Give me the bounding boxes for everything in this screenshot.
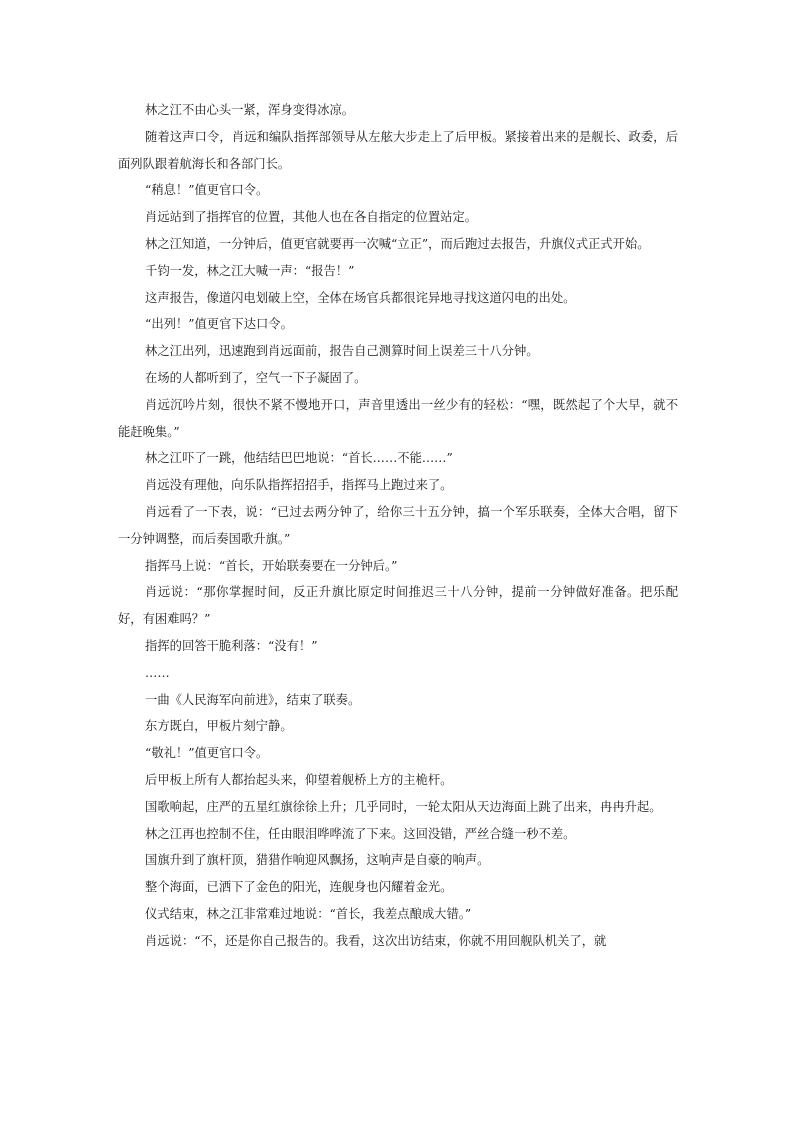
paragraph: 林之江知道，一分钟后，值更官就要再一次喊“立正”，而后跑过去报告，升旗仪式正式开始。 [145, 236, 650, 251]
paragraph: 整个海面，已洒下了金色的阳光，连舰身也闪耀着金光。 [145, 880, 453, 895]
paragraph: 指挥马上说：“首长，开始联奏要在一分钟后。” [145, 558, 398, 573]
paragraph: 东方既白，甲板片刻宁静。 [145, 719, 293, 734]
paragraph: “出列！”值更官下达口令。 [145, 317, 293, 332]
paragraph: 指挥的回答干脆利落：“没有！” [145, 638, 318, 653]
paragraph: …… [145, 665, 170, 680]
paragraph: 肖远说：“不，还是你自己报告的。我看，这次出访结束，你就不用回舰队机关了，就 [145, 933, 607, 948]
paragraph: “稍息！”值更官口令。 [145, 183, 269, 198]
paragraph: 仪式结束，林之江非常难过地说：“首长，我差点酿成大错。” [145, 906, 472, 921]
paragraph: 肖远沉吟片刻，很快不紧不慢地开口，声音里透出一丝少有的轻松：“嘿，既然起了个大早，就不能赶晚集。” [118, 397, 678, 439]
paragraph: 千钧一发，林之江大喊一声：“报告！” [145, 263, 355, 278]
paragraph: 后甲板上所有人都抬起头来，仰望着舰桥上方的主桅杆。 [145, 772, 453, 787]
paragraph: 国旗升到了旗杆顶，猎猎作响迎风飘扬，这响声是自豪的响声。 [145, 853, 490, 868]
paragraph: 肖远看了一下表，说：“已过去两分钟了，给你三十五分钟，搞一个军乐联奏，全体大合唱，留下一分钟调整，而后奏国歌升旗。” [118, 504, 678, 546]
paragraph: 林之江不由心头一紧，浑身变得冰凉。 [145, 103, 355, 117]
paragraph: 肖远说：“那你掌握时间，反正升旗比原定时间推迟三十八分钟，提前一分钟做好准备。把乐配好，有困难吗？” [118, 585, 678, 627]
paragraph: 一曲《人民海军向前进》，结束了联奏。 [145, 692, 361, 707]
paragraph: 肖远没有理他，向乐队指挥招招手，指挥马上跑过来了。 [145, 478, 453, 493]
paragraph: 肖远站到了指挥官的位置，其他人也在各自指定的位置站定。 [145, 210, 478, 225]
paragraph: 林之江出列，迅速跑到肖远面前，报告自己测算时间上误差三十八分钟。 [145, 344, 539, 359]
document-body [118, 97, 678, 955]
paragraph: 林之江再也控制不住，任由眼泪哗哗流了下来。这回没错，严丝合缝一秒不差。 [145, 826, 576, 841]
paragraph: 在场的人都听到了，空气一下子凝固了。 [145, 370, 367, 385]
paragraph: 林之江吓了一跳，他结结巴巴地说：“首长……不能……” [145, 451, 453, 466]
paragraph: 这声报告，像道闪电划破上空，全体在场官兵都很诧异地寻找这道闪电的出处。 [145, 290, 576, 305]
paragraph: 随着这声口令，肖远和编队指挥部领导从左舷大步走上了后甲板。紧接着出来的是舰长、政委，后面列队跟着航海长和各部门长。 [118, 129, 678, 171]
paragraph: 国歌响起，庄严的五星红旗徐徐上升；几乎同时，一轮太阳从天边海面上跳了出来，冉冉升起。 [145, 799, 662, 814]
paragraph: “敬礼！”值更官口令。 [145, 746, 269, 761]
